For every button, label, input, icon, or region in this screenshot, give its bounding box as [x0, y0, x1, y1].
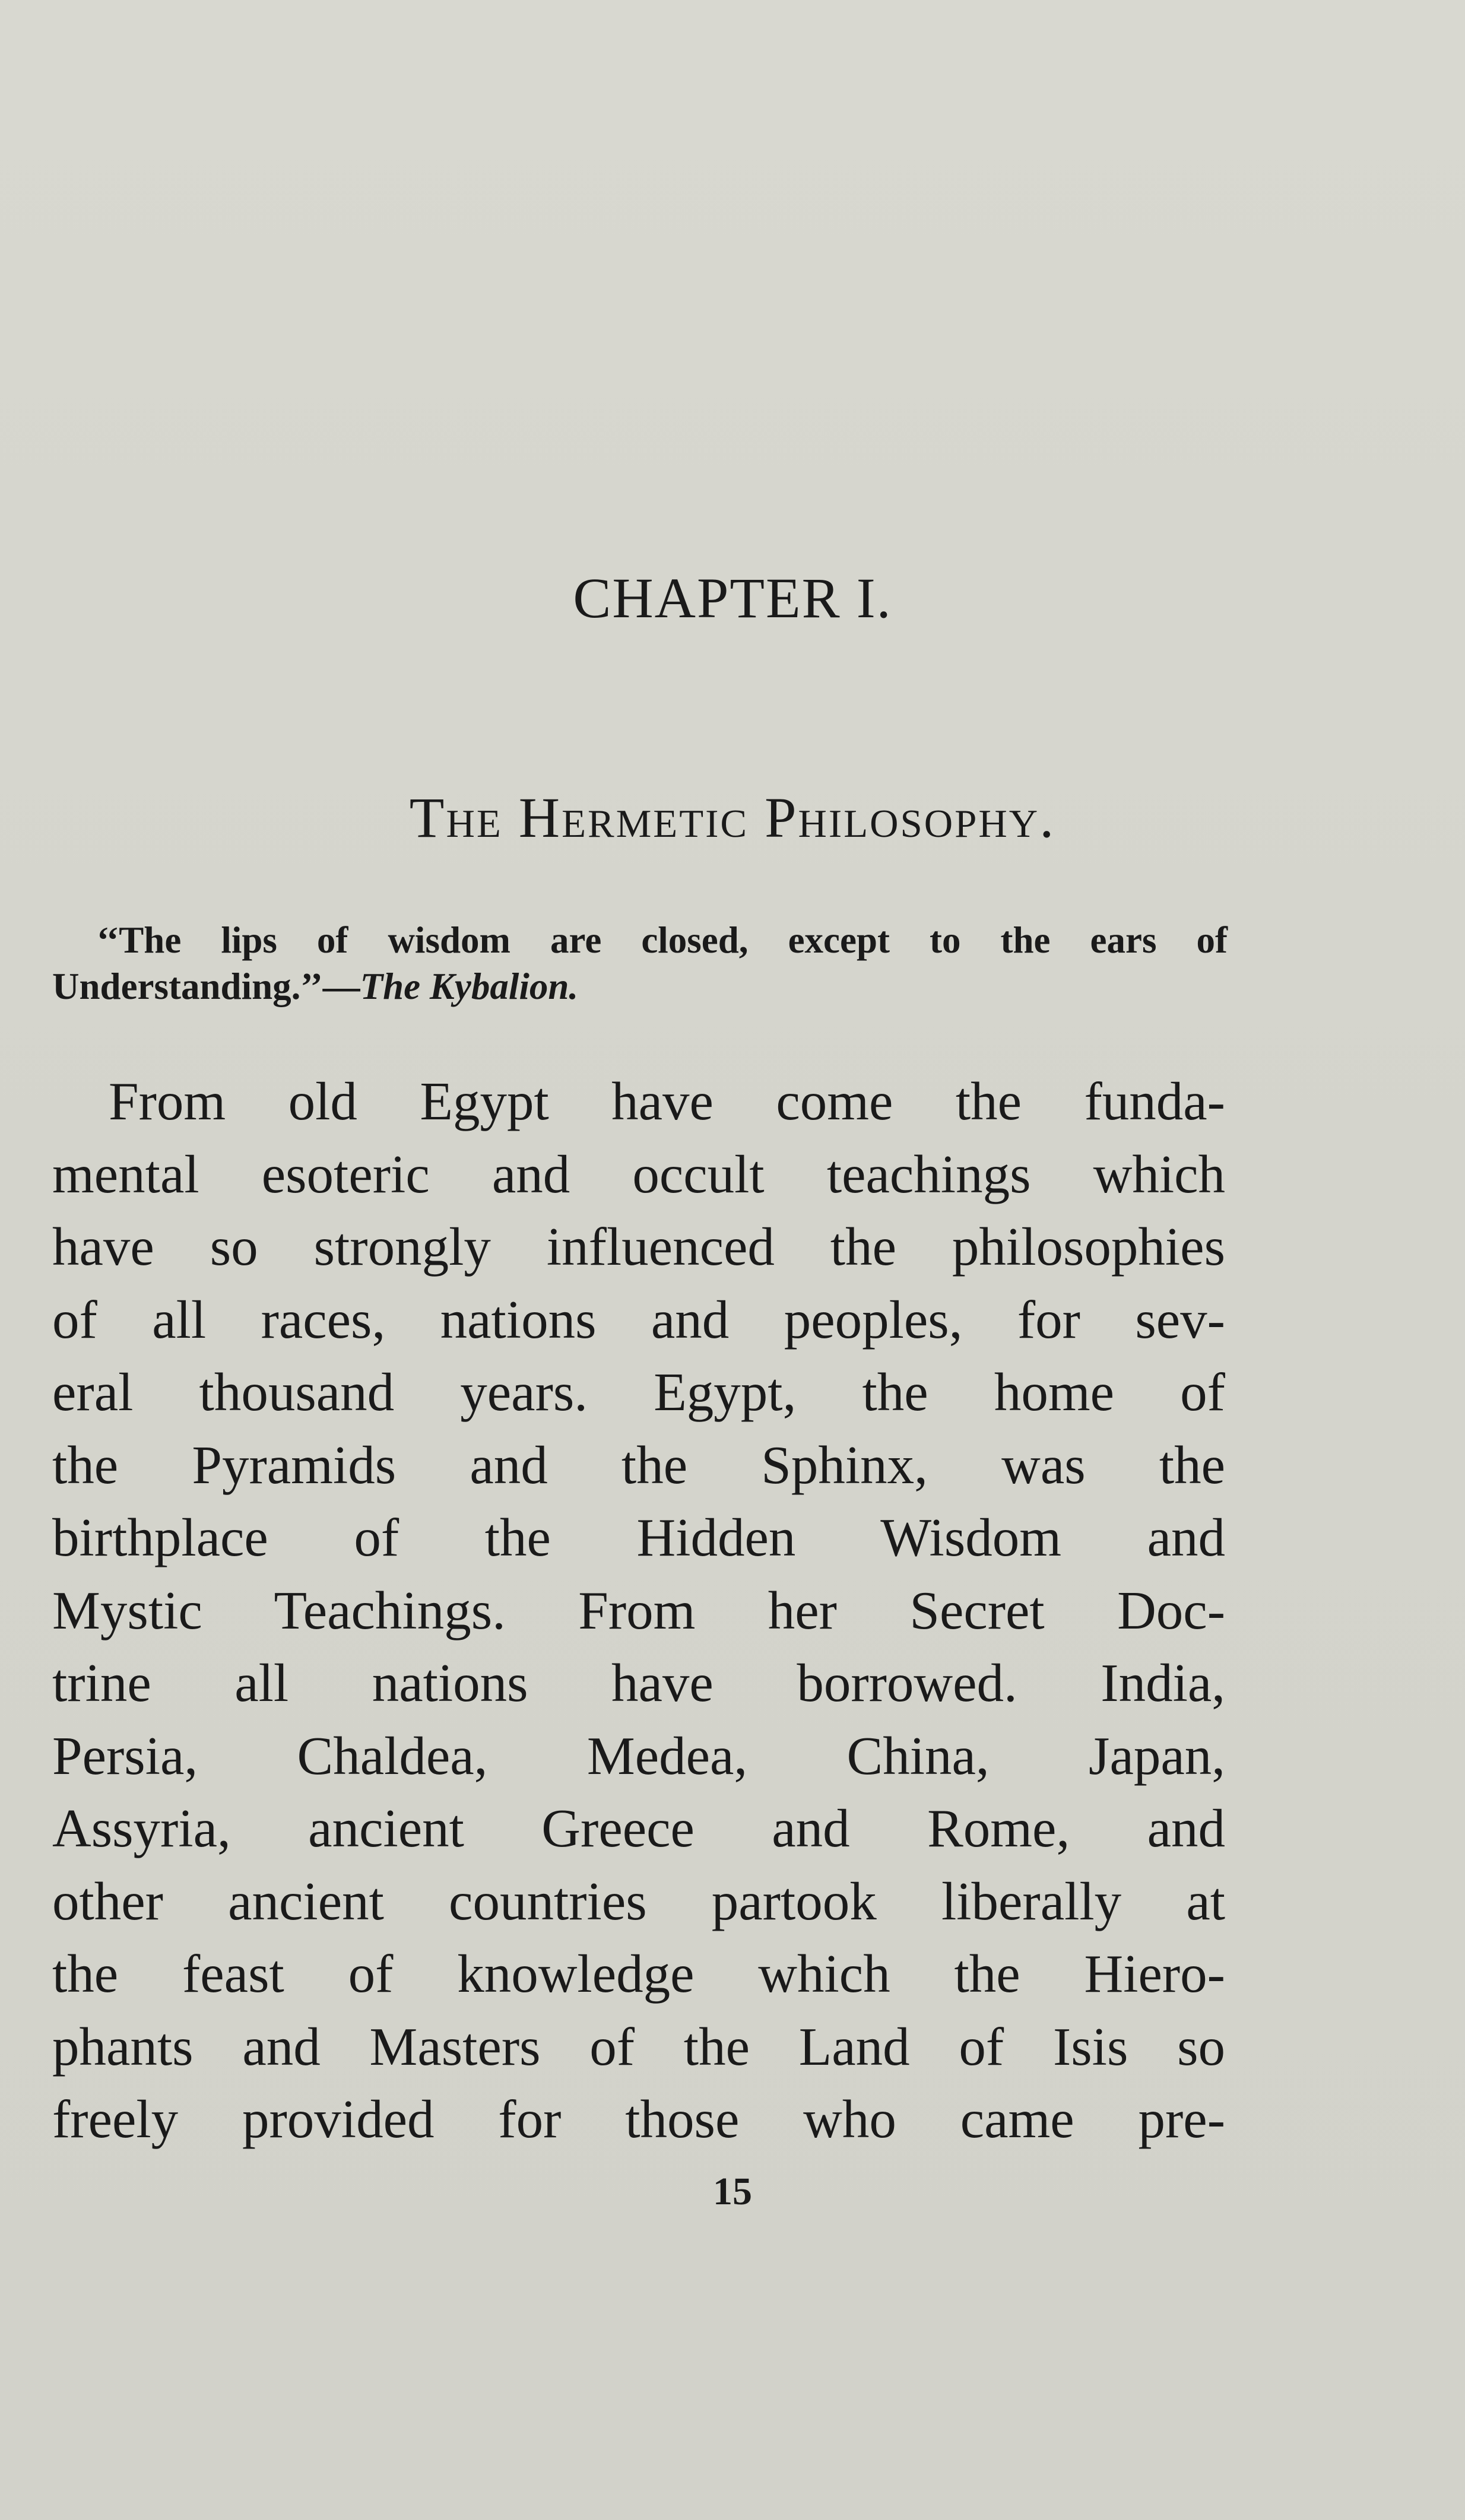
epigraph-attribution: The Kybalion. — [360, 966, 579, 1007]
body-line: trine all nations have borrowed. India, — [52, 1653, 1225, 1713]
body-line: of all races, nations and peoples, for sev- — [52, 1289, 1225, 1350]
section-title: The Hermetic Philosophy. — [409, 786, 1056, 849]
body-line: the feast of knowledge which the Hiero- — [52, 1944, 1225, 2004]
body-line: Persia, Chaldea, Medea, China, Japan, — [52, 1725, 1225, 1786]
epigraph-quote: ‘‘The lips of wisdom are closed, except to the ears of Understanding.’’— — [52, 919, 1228, 1007]
body-paragraph — [52, 1065, 1225, 2156]
body-line: Assyria, ancient Greece and Rome, and — [52, 1798, 1225, 1858]
page-number: 15 — [713, 2170, 752, 2213]
body-line: phants and Masters of the Land of Isis so — [52, 2016, 1225, 2077]
body-line: the Pyramids and the Sphinx, was the — [52, 1434, 1225, 1495]
body-line: Mystic Teachings. From her Secret Doc- — [52, 1580, 1225, 1640]
body-line: mental esoteric and occult teachings which — [52, 1144, 1225, 1204]
body-line: birthplace of the Hidden Wisdom and — [52, 1507, 1225, 1567]
body-line: have so strongly influenced the philosophies — [52, 1217, 1225, 1277]
body-line: eral thousand years. Egypt, the home of — [52, 1362, 1225, 1422]
body-line: From old Egypt have come the funda- — [109, 1071, 1225, 1131]
body-line: other ancient countries partook liberally at — [52, 1871, 1225, 1931]
chapter-heading: CHAPTER I. — [573, 566, 892, 630]
epigraph — [52, 917, 1228, 1010]
body-line: freely provided for those who came pre- — [52, 2089, 1225, 2149]
